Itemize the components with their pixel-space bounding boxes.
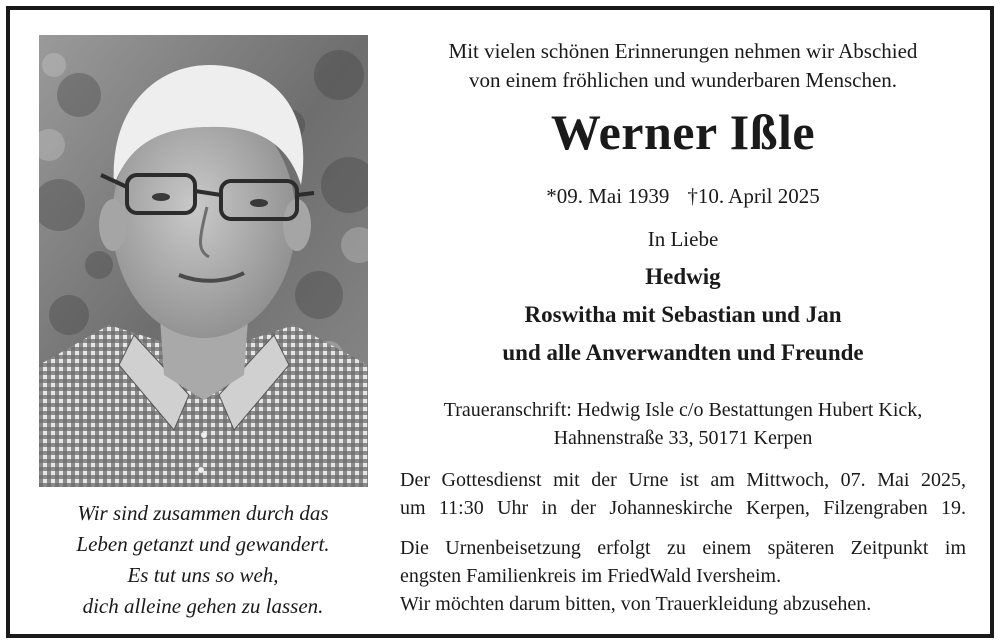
intro-line-1: Mit vielen schönen Erinnerungen nehmen wir Abschied xyxy=(448,39,918,63)
memorial-poem xyxy=(24,498,382,622)
burial-info xyxy=(400,534,966,618)
portrait-photo xyxy=(39,35,368,487)
mourner-line-3: und alle Anverwandten und Freunde xyxy=(502,340,864,365)
burial-line-2: engsten Familienkreis im FriedWald Iversheim. xyxy=(400,565,782,587)
poem-line: Es tut uns so weh, xyxy=(127,563,279,587)
poem-line: Leben getanzt und gewandert. xyxy=(76,532,330,556)
address-line-2: Hahnenstraße 33, 50171 Kerpen xyxy=(553,427,813,449)
deceased-name: Werner Ißle xyxy=(550,104,816,160)
life-dates xyxy=(388,182,978,210)
mourners-list xyxy=(388,258,978,372)
mourner-line-1: Hedwig xyxy=(645,264,721,289)
burial-line-3: Wir möchten darum bitten, von Trauerkleidung abzusehen. xyxy=(400,593,872,615)
mourner-line-2: Roswitha mit Sebastian und Jan xyxy=(524,302,842,327)
death-date: †10. April 2025 xyxy=(687,184,820,208)
obituary-notice xyxy=(6,6,994,638)
burial-line-1: Die Urnenbeisetzung erfolgt zu einem späteren Zeitpunkt im xyxy=(400,537,966,559)
poem-line: Wir sind zusammen durch das xyxy=(77,501,329,525)
in-love-label: In Liebe xyxy=(647,227,719,251)
service-line-1: Der Gottesdienst mit der Urne ist am Mittwoch, 07. Mai 2025, xyxy=(400,469,966,491)
address-line-1: Traueranschrift: Hedwig Isle c/o Bestattungen Hubert Kick, xyxy=(443,399,923,421)
poem-line: dich alleine gehen zu lassen. xyxy=(82,594,324,618)
service-line-2: um 11:30 Uhr in der Johanneskirche Kerpen, Filzengraben 19. xyxy=(400,497,966,519)
mourning-address xyxy=(388,396,978,452)
birth-date: *09. Mai 1939 xyxy=(546,184,670,208)
intro-line-2: von einem fröhlichen und wunderbaren Menschen. xyxy=(468,68,898,92)
intro-text xyxy=(388,37,978,95)
service-info xyxy=(400,466,966,522)
